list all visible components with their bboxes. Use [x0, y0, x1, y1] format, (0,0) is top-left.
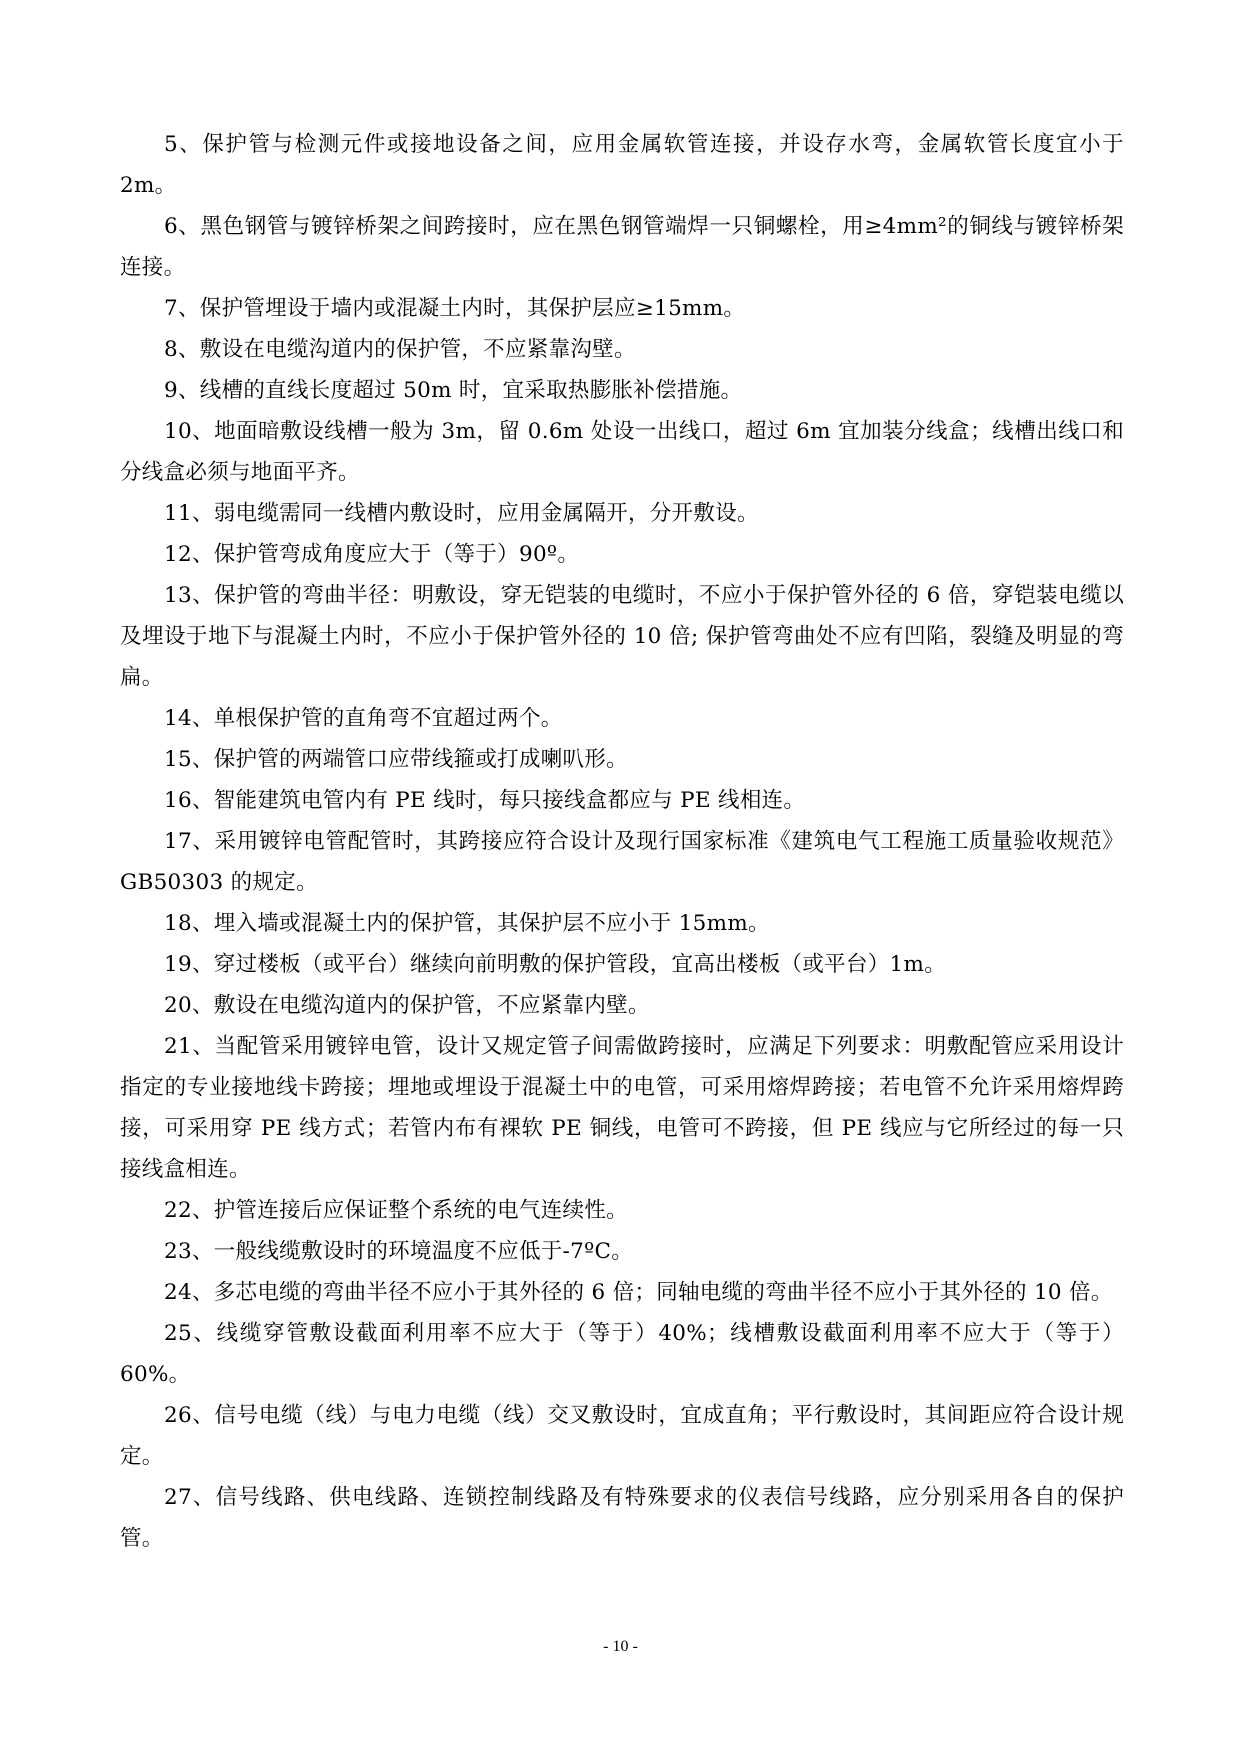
paragraph-item-5: 5、保护管与检测元件或接地设备之间，应用金属软管连接，并设存水弯，金属软管长度宜小于 2m。	[120, 132, 1124, 198]
paragraph-item-18: 18、埋入墙或混凝土内的保护管，其保护层不应小于 15mm。	[164, 911, 770, 936]
paragraph-item-22: 22、护管连接后应保证整个系统的电气连续性。	[164, 1198, 628, 1223]
paragraph-item-20: 20、敷设在电缆沟道内的保护管，不应紧靠内壁。	[164, 993, 650, 1018]
paragraph-item-27: 27、信号线路、供电线路、连锁控制线路及有特殊要求的仪表信号线路，应分别采用各自的保护管。	[120, 1485, 1124, 1551]
paragraph-item-19: 19、穿过楼板（或平台）继续向前明敷的保护管段，宜高出楼板（或平台）1m。	[164, 952, 947, 977]
paragraph-item-25: 25、线缆穿管敷设截面利用率不应大于（等于）40%；线槽敷设截面利用率不应大于（等于）60%。	[120, 1321, 1124, 1387]
page-number: - 10 -	[603, 1638, 638, 1655]
paragraph-item-17: 17、采用镀锌电管配管时，其跨接应符合设计及现行国家标准《建筑电气工程施工质量验收规范》GB50303 的规定。	[120, 829, 1124, 895]
paragraph-item-26: 26、信号电缆（线）与电力电缆（线）交叉敷设时，宜成直角；平行敷设时，其间距应符合设计规定。	[120, 1403, 1124, 1469]
paragraph-item-13: 13、保护管的弯曲半径：明敷设，穿无铠装的电缆时，不应小于保护管外径的 6 倍，穿铠装电缆以及埋设于地下与混凝土内时，不应小于保护管外径的 10 倍; 保护管弯曲处不应有凹陷，裂缝及明显的弯扁。	[120, 583, 1124, 690]
paragraph-item-24: 24、多芯电缆的弯曲半径不应小于其外径的 6 倍；同轴电缆的弯曲半径不应小于其外径的 10 倍。	[164, 1280, 1113, 1305]
paragraph-item-9: 9、线槽的直线长度超过 50m 时，宜采取热膨胀补偿措施。	[164, 378, 743, 403]
paragraph-item-11: 11、弱电缆需同一线槽内敷设时，应用金属隔开，分开敷设。	[164, 501, 759, 526]
paragraph-item-8: 8、敷设在电缆沟道内的保护管，不应紧靠沟壁。	[164, 337, 636, 362]
paragraph-item-16: 16、智能建筑电管内有 PE 线时，每只接线盒都应与 PE 线相连。	[164, 788, 806, 813]
page-body	[120, 124, 1124, 1559]
paragraph-item-7: 7、保护管埋设于墙内或混凝土内时，其保护层应≥15mm。	[164, 296, 746, 321]
paragraph-item-14: 14、单根保护管的直角弯不宜超过两个。	[164, 706, 563, 731]
paragraph-item-12: 12、保护管弯成角度应大于（等于）90º。	[164, 542, 580, 567]
paragraph-item-10: 10、地面暗敷设线槽一般为 3m，留 0.6m 处设一出线口，超过 6m 宜加装分线盒；线槽出线口和分线盒必须与地面平齐。	[120, 419, 1124, 485]
paragraph-item-15: 15、保护管的两端管口应带线箍或打成喇叭形。	[164, 747, 628, 772]
paragraph-item-23: 23、一般线缆敷设时的环境温度不应低于-7ºC。	[164, 1239, 634, 1264]
paragraph-item-21: 21、当配管采用镀锌电管，设计又规定管子间需做跨接时，应满足下列要求：明敷配管应采用设计指定的专业接地线卡跨接；埋地或埋设于混凝土中的电管，可采用熔焊跨接；若电管不允许采用熔焊跨接，可采用穿 PE 线方式；若管内布有裸软 PE 铜线，电管可不跨接，但 PE 线应与它所经过的每一只接线盒相连。	[120, 1034, 1124, 1182]
paragraph-item-6: 6、黑色钢管与镀锌桥架之间跨接时，应在黑色钢管端焊一只铜螺栓，用≥4mm²的铜线与镀锌桥架连接。	[120, 214, 1124, 280]
